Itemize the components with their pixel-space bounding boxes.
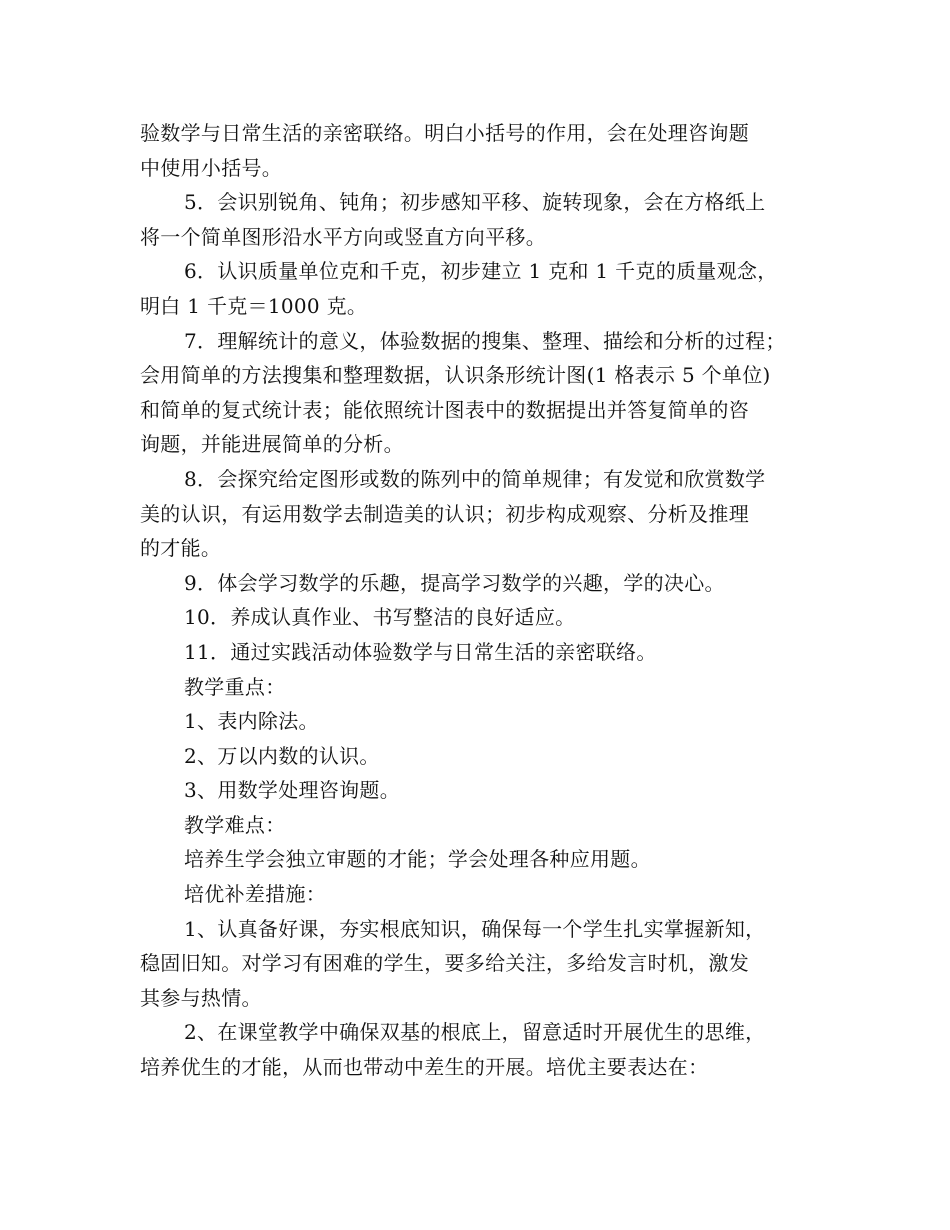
text-line: 询题，并能进展简单的分析。 bbox=[140, 432, 404, 457]
text-line: 5．会识别锐角、钝角；初步感知平移、旋转现象，会在方格纸上 bbox=[184, 190, 766, 215]
section-heading: 教学重点： bbox=[184, 674, 286, 699]
text-line: 培养生学会独立审题的才能；学会处理各种应用题。 bbox=[184, 847, 651, 872]
text-line: 明白 1 千克＝1000 克。 bbox=[140, 293, 368, 318]
text-line: 10．养成认真作业、书写整洁的良好适应。 bbox=[184, 605, 576, 630]
text-line: 中使用小括号。 bbox=[140, 155, 283, 180]
text-line: 的才能。 bbox=[140, 536, 222, 561]
text-line: 3、用数学处理咨询题。 bbox=[184, 778, 401, 803]
text-line: 8．会探究给定图形或数的陈列中的简单规律；有发觉和欣赏数学 bbox=[184, 466, 766, 491]
text-line: 7．理解统计的意义，体验数据的搜集、整理、描绘和分析的过程； bbox=[184, 328, 786, 353]
text-line: 2、在课堂教学中确保双基的根底上，留意适时开展优生的思维， bbox=[184, 1020, 766, 1045]
section-heading: 培优补差措施： bbox=[184, 882, 327, 907]
text-line: 验数学与日常生活的亲密联络。明白小括号的作用，会在处理咨询题 bbox=[140, 121, 749, 145]
text-line: 11．通过实践活动体验数学与日常生活的亲密联络。 bbox=[184, 639, 657, 664]
text-line: 6．认识质量单位克和千克，初步建立 1 克和 1 千克的质量观念， bbox=[184, 259, 778, 284]
text-line: 2、万以内数的认识。 bbox=[184, 743, 380, 768]
text-line: 其参与热情。 bbox=[140, 985, 262, 1010]
text-line: 和简单的复式统计表；能依照统计图表中的数据提出并答复简单的咨 bbox=[140, 397, 749, 422]
section-heading: 教学难点： bbox=[184, 812, 286, 837]
text-line: 美的认识，有运用数学去制造美的认识；初步构成观察、分析及推理 bbox=[140, 501, 749, 526]
text-line: 1、认真备好课，夯实根底知识，确保每一个学生扎实掌握新知， bbox=[184, 916, 766, 941]
document-body bbox=[140, 116, 820, 1085]
text-line: 稳固旧知。对学习有困难的学生，要多给关注，多给发言时机，激发 bbox=[140, 951, 749, 976]
text-line: 9．体会学习数学的乐趣，提高学习数学的兴趣，学的决心。 bbox=[184, 570, 725, 595]
text-line: 1、表内除法。 bbox=[184, 709, 319, 734]
text-line: 会用简单的方法搜集和整理数据，认识条形统计图(1 格表示 5 个单位) bbox=[140, 363, 771, 388]
text-line: 将一个简单图形沿水平方向或竖直方向平移。 bbox=[140, 224, 546, 249]
text-line: 培养优生的才能，从而也带动中差生的开展。培优主要表达在： bbox=[140, 1055, 709, 1080]
